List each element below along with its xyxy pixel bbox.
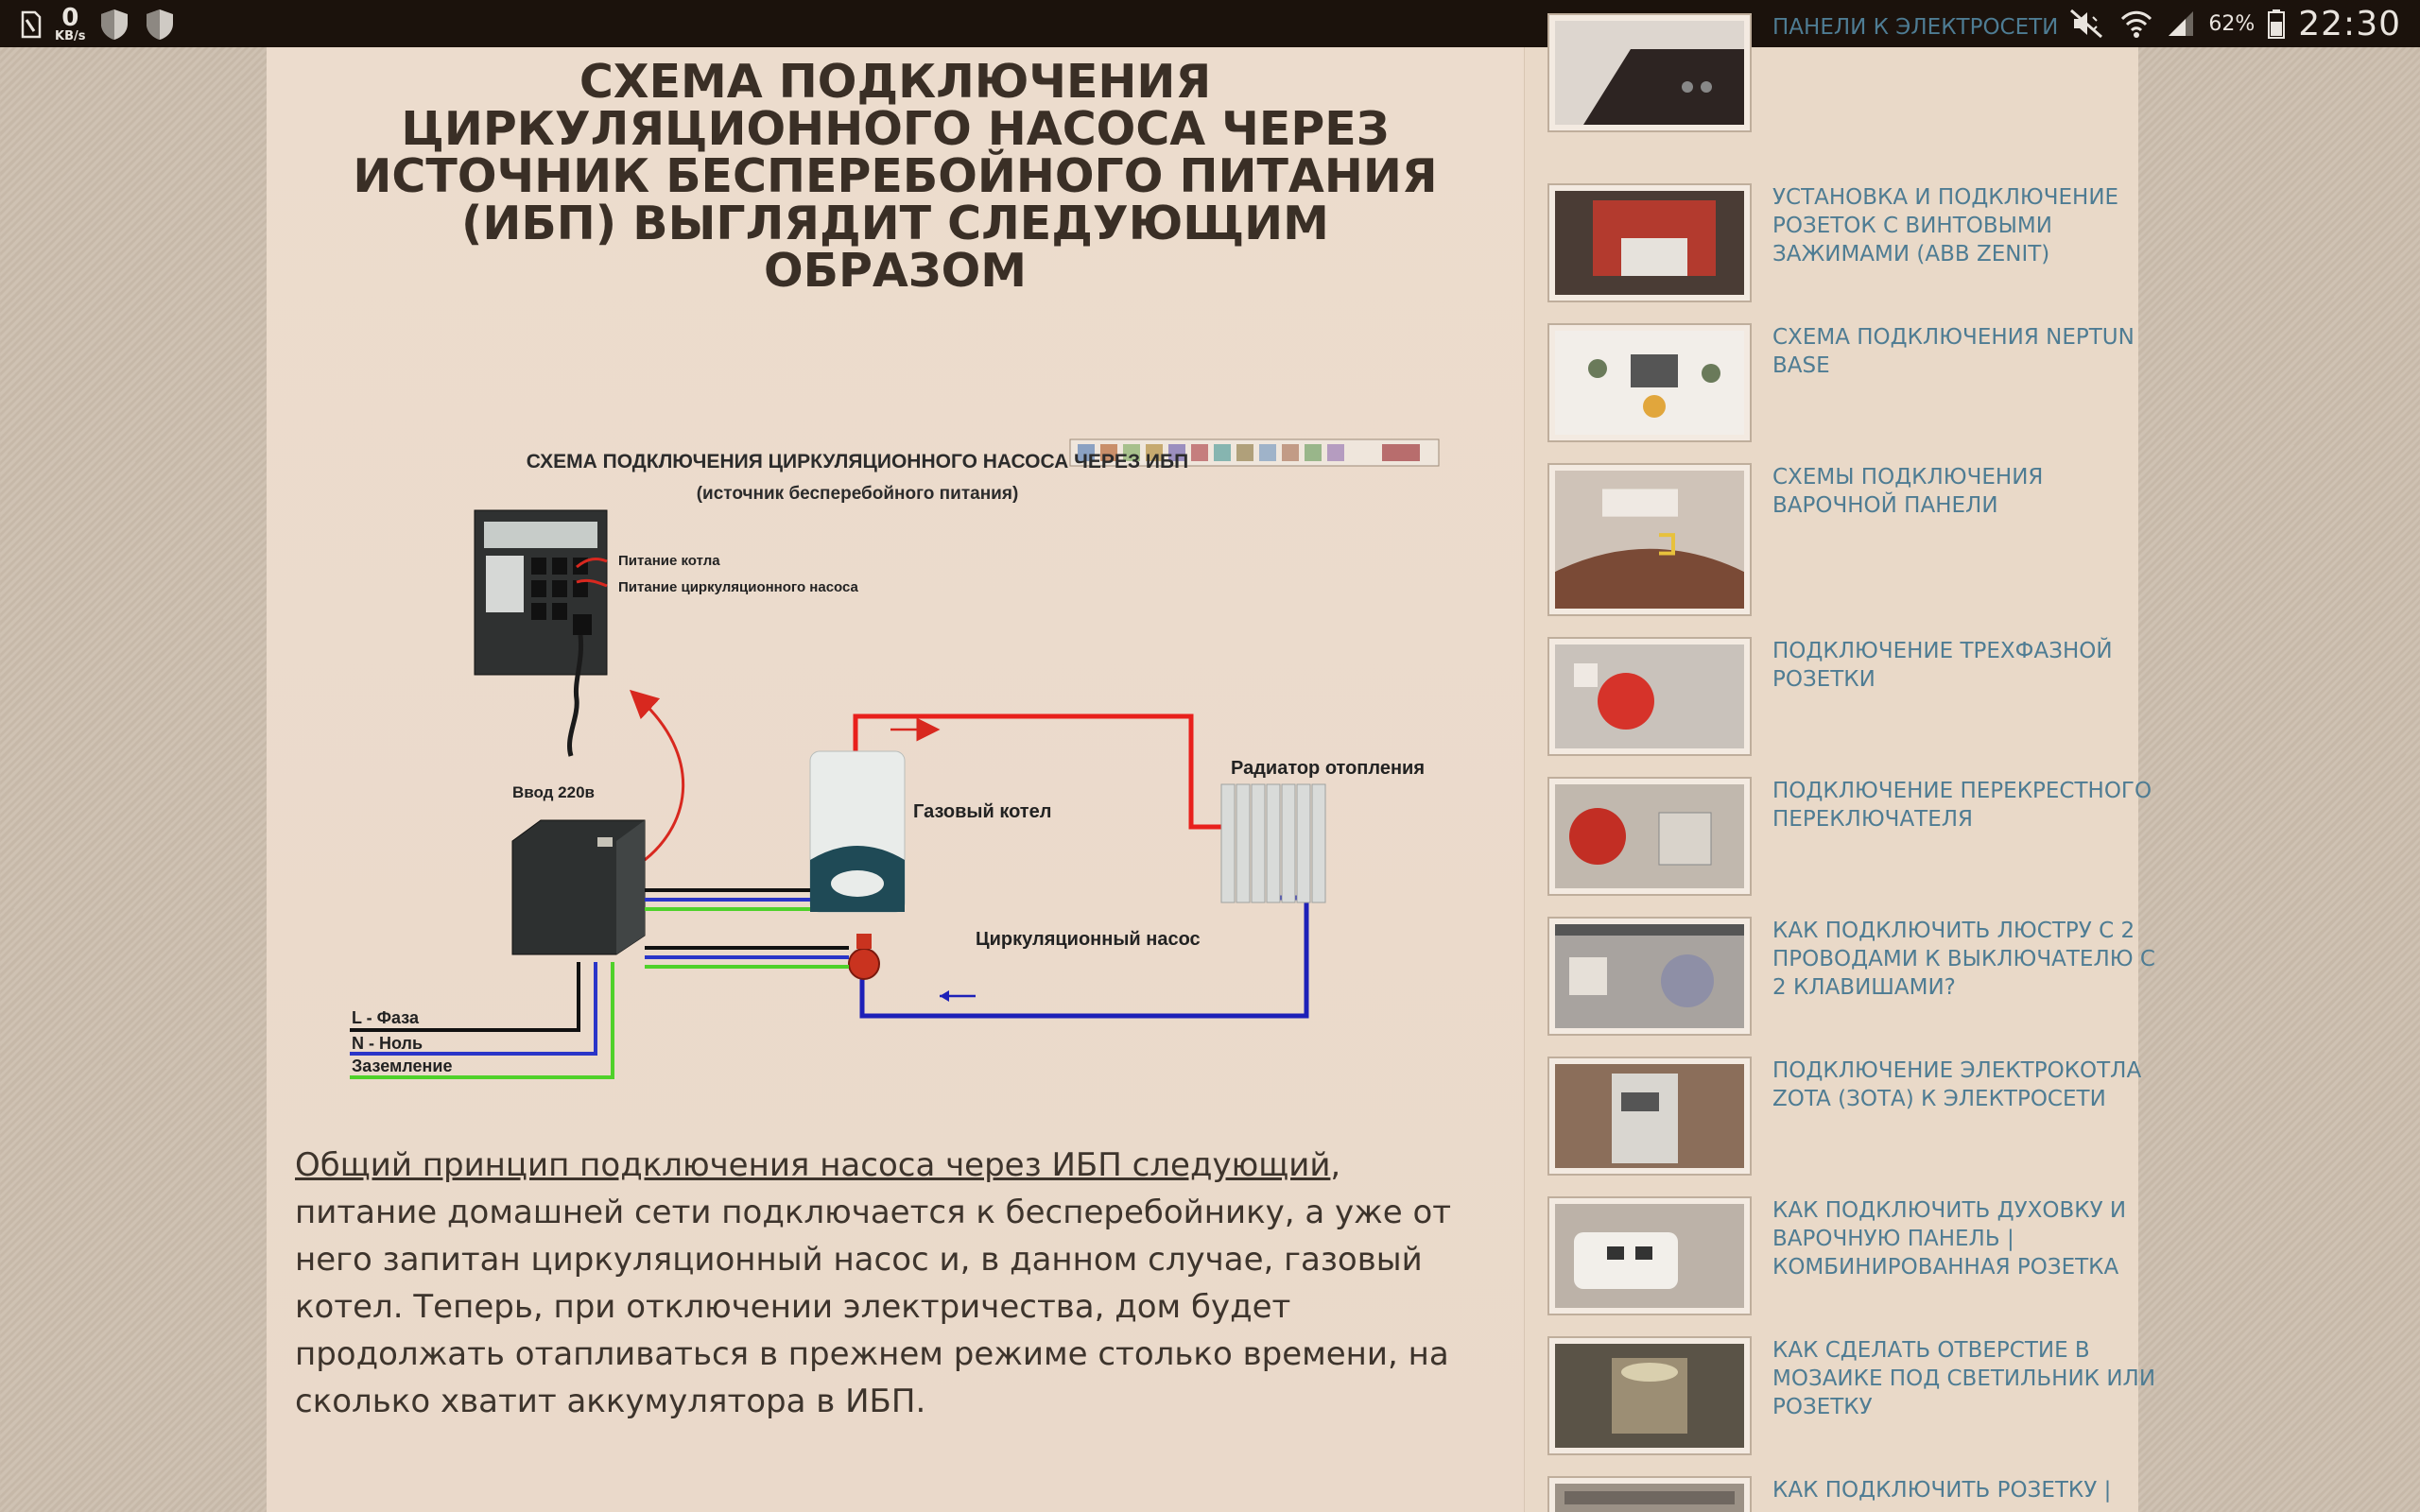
radiator <box>1221 784 1325 902</box>
battery-icon <box>2268 9 2285 39</box>
related-article[interactable] <box>1547 463 2152 624</box>
related-article-title[interactable]: СХЕМЫ ПОДКЛЮЧЕНИЯ ВАРОЧНОЙ ПАНЕЛИ <box>1772 465 2044 518</box>
label-neutral: N - Ноль <box>352 1034 424 1053</box>
curved-arrow <box>640 699 683 860</box>
related-article[interactable] <box>1547 917 2155 1040</box>
article-thumbnail[interactable] <box>1547 13 1752 132</box>
article-title: СХЕМА ПОДКЛЮЧЕНИЯ ЦИРКУЛЯЦИОННОГО НАСОСА ЧЕРЕЗ ИСТОЧНИК БЕСПЕРЕБОЙНОГО ПИТАНИЯ (ИБП) ВЫГЛЯДИТ СЛЕДУЮЩИМ ОБРАЗОМ <box>353 55 1438 298</box>
ups-rear-panel <box>475 510 607 756</box>
label-gas-boiler: Газовый котел <box>913 801 1052 822</box>
related-article-title[interactable]: КАК ПОДКЛЮЧИТЬ ДУХОВКУ И ВАРОЧНУЮ ПАНЕЛЬ | КОМБИНИРОВАННАЯ РОЗЕТКА <box>1772 1198 2127 1280</box>
label-circulation-pump: Циркуляционный насос <box>976 929 1201 950</box>
gas-boiler <box>810 751 905 912</box>
ups-unit <box>512 820 645 954</box>
network-speed-value: 0 <box>61 4 79 32</box>
diagram-svg <box>323 416 1533 1210</box>
label-phase: L - Фаза <box>352 1008 419 1027</box>
related-article[interactable] <box>1547 777 2152 900</box>
shield-icon <box>144 8 176 42</box>
related-article-title[interactable]: СХЕМА ПОДКЛЮЧЕНИЯ NEPTUN BASE <box>1772 325 2135 378</box>
battery-percent: 62% <box>2208 11 2256 36</box>
article-thumbnail[interactable] <box>1547 1336 1752 1455</box>
article-thumbnail[interactable] <box>1547 1057 1752 1176</box>
related-article-title[interactable]: КАК СДЕЛАТЬ ОТВЕРСТИЕ В МОЗАИКЕ ПОД СВЕТИЛЬНИК ИЛИ РОЗЕТКУ <box>1772 1338 2156 1419</box>
network-speed-unit: KB/s <box>55 29 86 43</box>
circulation-pump <box>849 934 879 979</box>
label-input-220v: Ввод 220в <box>512 783 595 801</box>
related-article-title[interactable]: КАК ПОДКЛЮЧИТЬ РОЗЕТКУ | <box>1772 1478 2112 1503</box>
label-pump-power: Питание циркуляционного насоса <box>618 579 858 595</box>
related-article[interactable] <box>1547 323 2152 446</box>
diagram-title: СХЕМА ПОДКЛЮЧЕНИЯ ЦИРКУЛЯЦИОННОГО НАСОСА ЧЕРЕЗ ИБП <box>526 451 1189 472</box>
clock: 22:30 <box>2298 4 2401 43</box>
article-lead-link[interactable]: Общий принцип подключения насоса через ИБП следующий <box>295 1146 1331 1184</box>
article-thumbnail[interactable] <box>1547 637 1752 756</box>
related-article[interactable] <box>1547 1476 2152 1512</box>
article-thumbnail[interactable] <box>1547 183 1752 302</box>
network-speed <box>55 6 85 43</box>
related-article[interactable] <box>1547 1196 2152 1319</box>
related-articles-sidebar <box>1524 15 2156 1512</box>
related-article-title[interactable]: ПАНЕЛИ К ЭЛЕКТРОСЕТИ <box>1772 15 2059 40</box>
status-left <box>21 6 176 43</box>
shield-icon <box>98 8 130 42</box>
article-body-text: , питание домашней сети подключается к бесперебойнику, а уже от него запитан циркуляционный насос и, в данном случае, газовый котел. Теперь, при отключении электричества, дом будет продолжать отапливаться в прежнем режиме столько времени, на сколько хватит аккумулятора в ИБП. <box>295 1146 1452 1420</box>
label-ground: Заземление <box>352 1057 453 1075</box>
related-article-title[interactable]: ПОДКЛЮЧЕНИЕ ЭЛЕКТРОКОТЛА ZOTA (ЗОТА) К ЭЛЕКТРОСЕТИ <box>1772 1058 2142 1111</box>
article-thumbnail[interactable] <box>1547 1196 1752 1315</box>
related-article[interactable] <box>1547 1336 2156 1459</box>
related-article[interactable] <box>1547 637 2152 760</box>
related-article[interactable] <box>1547 183 2152 306</box>
related-article-title[interactable]: ПОДКЛЮЧЕНИЕ ПЕРЕКРЕСТНОГО ПЕРЕКЛЮЧАТЕЛЯ <box>1772 779 2152 832</box>
related-article[interactable] <box>1547 13 2152 136</box>
related-article-title[interactable]: КАК ПОДКЛЮЧИТЬ ЛЮСТРУ С 2 ПРОВОДАМИ К ВЫКЛЮЧАТЕЛЮ С 2 КЛАВИШАМИ? <box>1772 919 2155 1000</box>
related-article-title[interactable]: УСТАНОВКА И ПОДКЛЮЧЕНИЕ РОЗЕТОК С ВИНТОВЫМИ ЗАЖИМАМИ (ABB ZENIT) <box>1772 185 2119 266</box>
connection-diagram <box>323 416 1533 1210</box>
label-radiator: Радиатор отопления <box>1231 758 1425 779</box>
related-article-title[interactable]: ПОДКЛЮЧЕНИЕ ТРЕХФАЗНОЙ РОЗЕТКИ <box>1772 639 2113 692</box>
article-thumbnail[interactable] <box>1547 463 1752 616</box>
article-thumbnail[interactable] <box>1547 1476 1752 1512</box>
signal-icon <box>2167 9 2195 38</box>
label-boiler-power: Питание котла <box>618 553 720 569</box>
related-article[interactable] <box>1547 1057 2152 1179</box>
article <box>267 47 1524 1512</box>
article-thumbnail[interactable] <box>1547 777 1752 896</box>
sim-card-icon <box>21 10 42 39</box>
article-body <box>295 1142 1486 1425</box>
article-thumbnail[interactable] <box>1547 917 1752 1036</box>
diagram-subtitle: (источник бесперебойного питания) <box>696 484 1019 504</box>
article-thumbnail[interactable] <box>1547 323 1752 442</box>
cold-pipe <box>862 898 1306 1016</box>
